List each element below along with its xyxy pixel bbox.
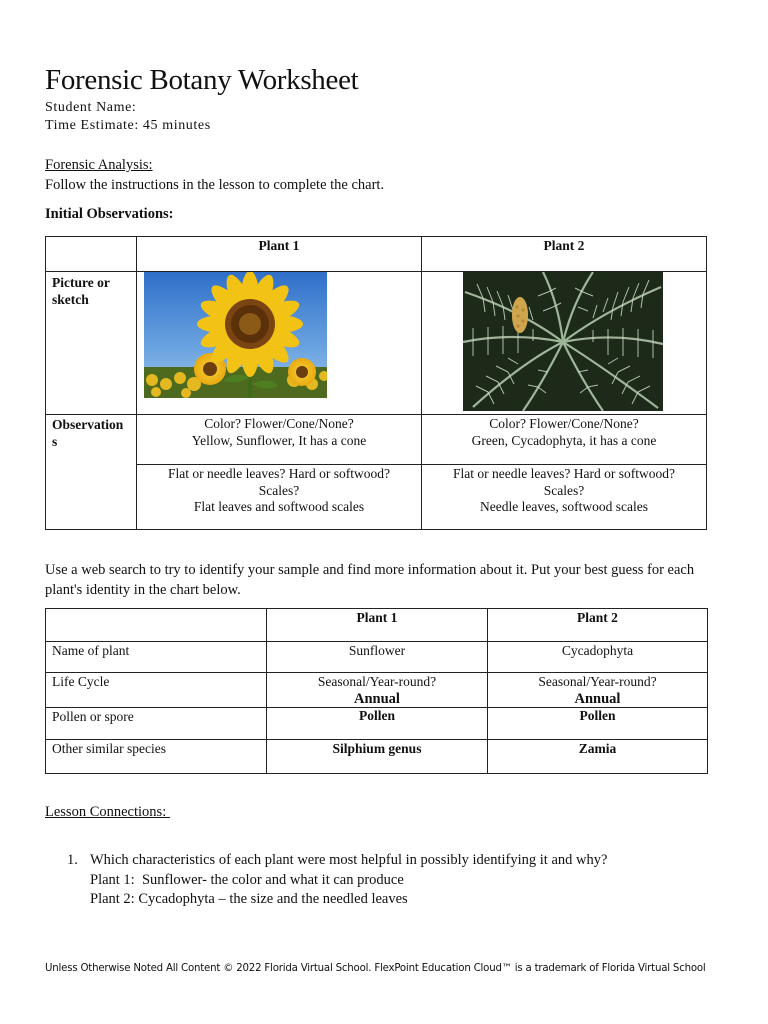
color-question: Color? Flower/Cone/None? [204,416,354,431]
cycad-photo [463,272,663,411]
plant1-header: Plant 1 [267,609,488,642]
row-label-pollen: Pollen or spore [46,708,267,740]
forensic-analysis-instructions: Follow the instructions in the lesson to complete the chart. [45,177,385,193]
plant2-life-cycle-cell [488,673,708,708]
plant-identity-table [45,608,708,774]
plant2-pollen: Pollen [488,708,708,740]
question-number: 1. [67,852,78,868]
plant2-picture-cell [422,272,707,415]
plant1-header: Plant 1 [137,237,422,272]
row-label-name: Name of plant [46,642,267,673]
row-label-life-cycle: Life Cycle [46,673,267,708]
plant1-color-answer: Yellow, Sunflower, It has a cone [191,432,367,448]
plant1-answer: Plant 1: Sunflower- the color and what it can produce [90,871,404,888]
plant2-leaves-answer: Needle leaves, softwood scales [480,499,648,514]
picture-row-label: Picture or sketch [46,272,137,415]
table-corner-cell [46,237,137,272]
question-text: Which characteristics of each plant were most helpful in possibly identifying it and why? [90,852,608,868]
plant1-similar-species: Silphium genus [267,740,488,774]
forensic-analysis-heading: Forensic Analysis: [45,157,153,173]
plant1-leaves-answer: Flat leaves and softwood scales [193,499,365,514]
scales-question: Scales? [258,482,300,498]
lesson-connections-heading: Lesson Connections: [45,804,170,820]
initial-observations-heading: Initial Observations: [45,206,174,222]
plant1-picture-cell [137,272,422,415]
time-estimate: Time Estimate: 45 minutes [45,118,211,133]
plant2-similar-species: Zamia [488,740,708,774]
plant1-color-cell [137,415,422,465]
plant2-name: Cycadophyta [488,642,708,673]
plant1-life-cycle-cell [267,673,488,708]
question-1 [45,851,725,911]
plant2-header: Plant 2 [422,237,707,272]
web-search-instructions: Use a web search to try to identify your sample and find more information about it. Put your best guess for each plant's identity in the chart below. [45,562,695,598]
leaves-question: Flat or needle leaves? Hard or softwood? [453,466,675,481]
life-cycle-prompt: Seasonal/Year-round? [538,674,657,689]
student-name-label: Student Name: [45,100,137,115]
table-corner-cell [46,609,267,642]
plant1-name: Sunflower [267,642,488,673]
leaves-question: Flat or needle leaves? Hard or softwood? [168,466,390,481]
sunflower-photo [144,272,327,398]
plant2-color-answer: Green, Cycadophyta, it has a cone [471,432,657,448]
plant2-life-cycle: Annual [574,690,621,707]
row-label-similar-species: Other similar species [46,740,267,774]
footer-copyright: Unless Otherwise Noted All Content © 2022 Florida Virtual School. FlexPoint Education Cloud™ is a trademark of Florida Virtual School [45,963,706,974]
plant1-life-cycle: Annual [354,690,400,707]
plant2-answer: Plant 2: Cycadophyta – the size and the needled leaves [90,891,408,907]
observations-row-label: Observation s [46,415,137,530]
plant1-pollen: Pollen [267,708,488,740]
initial-observations-table [45,236,707,530]
plant2-leaves-cell [422,465,707,530]
color-question: Color? Flower/Cone/None? [489,416,639,431]
page-title: Forensic Botany Worksheet [45,64,359,96]
plant1-leaves-cell [137,465,422,530]
plant2-color-cell [422,415,707,465]
scales-question: Scales? [543,482,585,498]
plant2-header: Plant 2 [488,609,708,642]
life-cycle-prompt: Seasonal/Year-round? [317,674,437,689]
